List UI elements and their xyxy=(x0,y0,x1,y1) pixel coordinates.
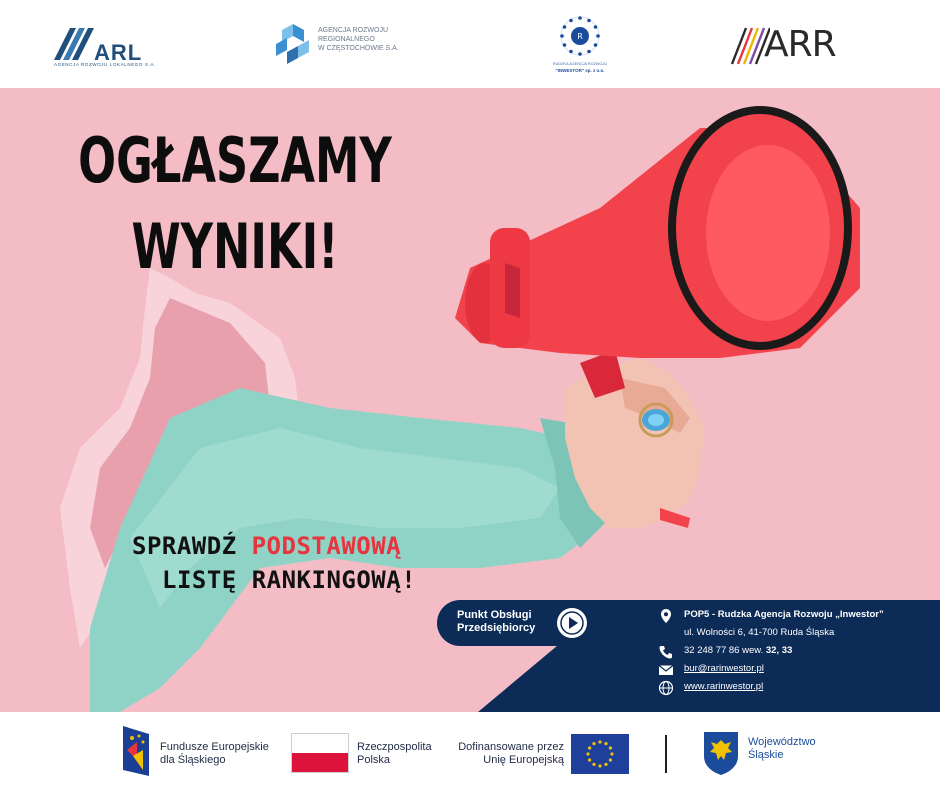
pop-pill-line1: Punkt Obsługi xyxy=(457,609,532,621)
arr-logo xyxy=(730,24,845,68)
wojewodztwo-slaskie-text xyxy=(748,736,816,762)
rzeczpospolita-text xyxy=(357,741,432,767)
polish-flag xyxy=(291,733,349,773)
svg-text:R: R xyxy=(577,32,583,41)
fundusze-europejskie-text xyxy=(160,741,269,767)
fundusze-europejskie-icon xyxy=(123,726,153,776)
sl-line1: Województwo xyxy=(748,736,816,748)
contact-website-link[interactable]: www.rarinwestor.pl xyxy=(684,681,764,692)
subheadline-line2: LISTĘ RANKINGOWĄ! xyxy=(162,566,417,594)
pl-line1: Rzeczpospolita xyxy=(357,741,432,753)
rudzka-line1: RUDZKA AGENCJA ROZWOJU xyxy=(552,62,608,66)
arl-logo xyxy=(54,22,164,68)
eu-line1: Dofinansowane przez xyxy=(458,741,564,753)
arr-czestochowa-logo xyxy=(274,22,414,70)
sl-line2: Śląskie xyxy=(748,749,784,761)
arl-mark-icon xyxy=(54,26,94,62)
rudzka-logo xyxy=(540,12,620,78)
contact-email-link[interactable]: bur@rarinwestor.pl xyxy=(684,663,764,674)
arl-word: ARL xyxy=(94,40,143,65)
subheadline-check: SPRAWDŹ xyxy=(132,532,252,560)
funding-separator xyxy=(665,735,667,773)
arr-czestochowa-text xyxy=(318,26,418,53)
headline-line1: OGŁASZAMY xyxy=(78,124,392,197)
rudzka-line2: "INWESTOR" sp. z o.o. xyxy=(555,68,605,73)
arr-czestochowa-mark-icon xyxy=(274,22,312,66)
pl-line2: Polska xyxy=(357,754,391,766)
silesia-crest-icon xyxy=(702,730,740,776)
arr-cz-line1: AGENCJA ROZWOJU xyxy=(318,27,389,34)
headline-line2: WYNIKI! xyxy=(131,210,339,283)
contact-address: ul. Wolności 6, 41-700 Ruda Śląska xyxy=(684,627,835,638)
contact-name: POP5 - Rudzka Agencja Rozwoju „Inwestor” xyxy=(684,609,884,620)
arr-cz-line3: W CZĘSTOCHOWIE S.A. xyxy=(318,45,399,52)
logo-bar xyxy=(0,0,940,88)
subheadline-line1 xyxy=(132,532,401,560)
contact-phone-ext: 32, 33 xyxy=(765,645,793,656)
rudzka-star-ring-icon xyxy=(558,14,602,58)
eu-cofinanced-text xyxy=(456,741,564,767)
subheadline-basic: PODSTAWOWĄ xyxy=(251,532,402,560)
arr-cz-line2: REGIONALNEGO xyxy=(318,36,375,43)
play-arrow-icon xyxy=(557,608,587,638)
arr-word: ARR xyxy=(764,24,836,65)
play-arrow-button[interactable] xyxy=(557,608,587,638)
eu-line2: Unię Europejską xyxy=(483,754,564,766)
arl-subtitle: AGENCJA ROZWOJU LOKALNEGO S.A. xyxy=(54,62,156,67)
pop-pill-line2: Przedsiębiorcy xyxy=(457,622,536,634)
fe-line1: Fundusze Europejskie xyxy=(160,741,269,753)
eu-flag-icon xyxy=(571,734,629,774)
hero-banner xyxy=(0,88,940,712)
fe-line2: dla Śląskiego xyxy=(160,754,226,766)
contact-phone-number: 32 248 77 86 wew. xyxy=(684,645,766,656)
